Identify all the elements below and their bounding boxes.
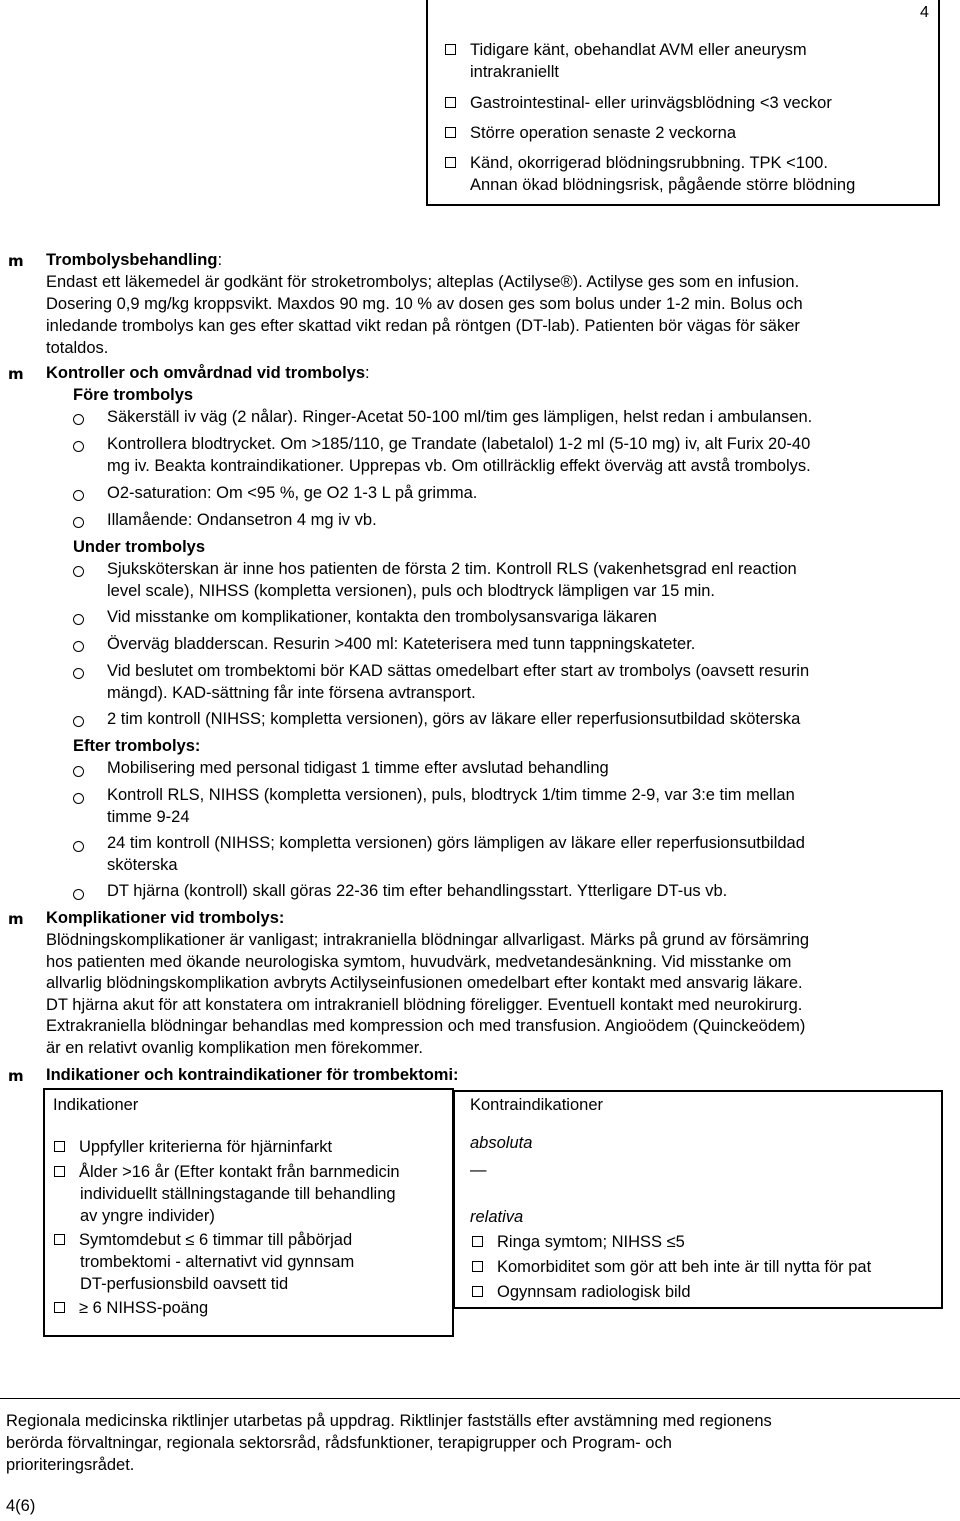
circle-bullet-icon [73, 441, 84, 452]
relativa-label: relativa [470, 1208, 524, 1226]
circle-bullet-icon [73, 716, 84, 727]
list-item: Uppfyller kriterierna för hjärninfarkt [54, 1137, 332, 1159]
circle-bullet-icon [73, 793, 84, 804]
list-item: Gastrointestinal- eller urinvägsblödning <3 veckor [445, 93, 832, 115]
checkbox-icon [54, 1302, 65, 1313]
list-item-continuation: intrakraniellt [470, 63, 559, 81]
list-item: Vid beslutet om trombektomi bör KAD sättas omedelbart efter start av trombolys (oavsett resurin [107, 662, 810, 680]
list-item-continuation: Annan ökad blödningsrisk, pågående större blödning [470, 176, 856, 194]
absoluta-label: absoluta [470, 1134, 533, 1152]
subheading-under: Under trombolys [73, 538, 206, 556]
indikationer-title: Indikationer [53, 1096, 139, 1114]
section-heading-kontroller: Kontroller och omvårdnad vid trombolys: [46, 364, 370, 382]
circle-bullet-icon [73, 841, 84, 852]
list-item-continuation: individuellt ställningstagande till behandling [80, 1185, 396, 1203]
circle-bullet-icon [73, 414, 84, 425]
list-item: Säkerställ iv väg (2 nålar). Ringer-Acetat 50-100 ml/tim ges lämpligen, helst redan i ambulansen. [107, 408, 813, 426]
list-item: Ålder >16 år (Efter kontakt från barnmedicin [54, 1162, 400, 1184]
circle-bullet-icon [73, 517, 84, 528]
circle-bullet-icon [73, 566, 84, 577]
checkbox-icon [54, 1234, 65, 1245]
list-item: Kontrollera blodtrycket. Om >185/110, ge Trandate (labetalol) 1-2 ml (5-10 mg) iv, alt Furix 20-40 [107, 435, 811, 453]
list-item: Komorbiditet som gör att beh inte är till nytta för pat [472, 1257, 871, 1279]
list-item-continuation: av yngre individer) [80, 1207, 215, 1225]
footer-line: berörda förvaltningar, regionala sektorsråd, rådsfunktioner, terapigrupper och Program- och [6, 1434, 672, 1452]
section-bullet-icon [8, 367, 22, 381]
circle-bullet-icon [73, 490, 84, 501]
checkbox-icon [54, 1141, 65, 1152]
footer-page-label: 4(6) [6, 1497, 36, 1515]
list-item: Tidigare känt, obehandlat AVM eller aneurysm [445, 40, 807, 62]
list-item: DT hjärna (kontroll) skall göras 22-36 tim efter behandlingsstart. Ytterligare DT-us vb. [107, 882, 728, 900]
list-item: Illamående: Ondansetron 4 mg iv vb. [107, 511, 377, 529]
list-item-continuation: mg iv. Beakta kontraindikationer. Upprepas vb. Om otillräcklig effekt överväg att avstå trombolys. [107, 457, 811, 475]
circle-bullet-icon [73, 641, 84, 652]
subheading-efter: Efter trombolys: [73, 737, 201, 755]
footer-divider [0, 1398, 960, 1399]
list-item: Känd, okorrigerad blödningsrubbning. TPK <100. [445, 153, 828, 175]
list-item: Överväg bladderscan. Resurin >400 ml: Kateterisera med tunn tappningskateter. [107, 635, 696, 653]
paragraph-line: Blödningskomplikationer är vanligast; intrakraniella blödningar allvarligast. Märks på grund av försämring [46, 931, 810, 949]
list-item: Kontroll RLS, NIHSS (kompletta versionen), puls, blodtryck 1/tim timme 2-9, var 3:e tim mellan [107, 786, 795, 804]
paragraph-line: allvarlig blödningskomplikation avbryts Actilyseinfusionen omedelbart efter kontakt med ansvarig läkare. [46, 974, 803, 992]
paragraph-line: Extrakraniella blödningar behandlas med kompression och med transfusion. Angioödem (Quinckeödem) [46, 1017, 806, 1035]
list-item: Symtomdebut ≤ 6 timmar till påbörjad [54, 1230, 352, 1252]
list-item: Vid misstanke om komplikationer, kontakta den trombolysansvariga läkaren [107, 608, 657, 626]
circle-bullet-icon [73, 889, 84, 900]
absoluta-value: — [470, 1161, 487, 1179]
kontraindikationer-title: Kontraindikationer [470, 1096, 603, 1114]
checkbox-icon [472, 1236, 483, 1247]
list-item: 24 tim kontroll (NIHSS; kompletta versionen) görs lämpligen av läkare eller reperfusionsutbildad [107, 834, 805, 852]
list-item-continuation: sköterska [107, 856, 178, 874]
footer-line: Regionala medicinska riktlinjer utarbetas på uppdrag. Riktlinjer fastställs efter avstämning med regionens [6, 1412, 772, 1430]
subheading-fore: Före trombolys [73, 386, 194, 404]
checkbox-icon [445, 97, 456, 108]
section-heading-trombolys: Trombolysbehandling: [46, 251, 223, 269]
list-item-continuation: DT-perfusionsbild oavsett tid [80, 1275, 289, 1293]
list-item: Ogynnsam radiologisk bild [472, 1282, 691, 1304]
circle-bullet-icon [73, 766, 84, 777]
checkbox-icon [54, 1166, 65, 1177]
section-bullet-icon [8, 254, 22, 268]
paragraph-line: Dosering 0,9 mg/kg kroppsvikt. Maxdos 90 mg. 10 % av dosen ges som bolus under 1-2 min. Bolus och [46, 295, 803, 313]
list-item: Ringa symtom; NIHSS ≤5 [472, 1232, 685, 1254]
paragraph-line: totaldos. [46, 339, 109, 357]
list-item-continuation: mängd). KAD-sättning får inte försena avtransport. [107, 684, 476, 702]
checkbox-icon [472, 1261, 483, 1272]
paragraph-line: DT hjärna akut för att konstatera om intrakraniell blödning föreligger. Eventuell kontakt med neurokirurg. [46, 996, 803, 1014]
list-item-continuation: level scale), NIHSS (kompletta versionen), puls och blodtryck lämpligen var 15 min. [107, 582, 716, 600]
section-heading-komplikationer: Komplikationer vid trombolys: [46, 909, 285, 927]
list-item: Större operation senaste 2 veckorna [445, 123, 736, 145]
paragraph-line: inledande trombolys kan ges efter skattad vikt redan på röntgen (DT-lab). Patienten bör vägas för säker [46, 317, 800, 335]
list-item: O2-saturation: Om <95 %, ge O2 1-3 L på grimma. [107, 484, 478, 502]
footer-line: prioriteringsrådet. [6, 1456, 135, 1474]
checkbox-icon [445, 44, 456, 55]
list-item: Mobilisering med personal tidigast 1 timme efter avslutad behandling [107, 759, 609, 777]
paragraph-line: hos patienten med ökande neurologiska symtom, huvudvärk, medvetandesänkning. Vid misstanke om [46, 953, 792, 971]
circle-bullet-icon [73, 614, 84, 625]
section-heading-trombektomi: Indikationer och kontraindikationer för trombektomi: [46, 1066, 459, 1084]
paragraph-line: är en relativt ovanlig komplikation men förekommer. [46, 1039, 423, 1057]
page-number: 4 [920, 4, 929, 21]
section-bullet-icon [8, 1069, 22, 1083]
list-item: ≥ 6 NIHSS-poäng [54, 1298, 208, 1320]
section-bullet-icon [8, 912, 22, 926]
list-item-continuation: trombektomi - alternativt vid gynnsam [80, 1253, 355, 1271]
checkbox-icon [445, 127, 456, 138]
list-item: Sjuksköterskan är inne hos patienten de första 2 tim. Kontroll RLS (vakenhetsgrad enl reaction [107, 560, 797, 578]
checkbox-icon [472, 1286, 483, 1297]
list-item: 2 tim kontroll (NIHSS; kompletta versionen), görs av läkare eller reperfusionsutbildad sköterska [107, 710, 801, 728]
paragraph-line: Endast ett läkemedel är godkänt för stroketrombolys; alteplas (Actilyse®). Actilyse ges som en infusion. [46, 273, 800, 291]
list-item-continuation: timme 9-24 [107, 808, 190, 826]
checkbox-icon [445, 157, 456, 168]
circle-bullet-icon [73, 668, 84, 679]
